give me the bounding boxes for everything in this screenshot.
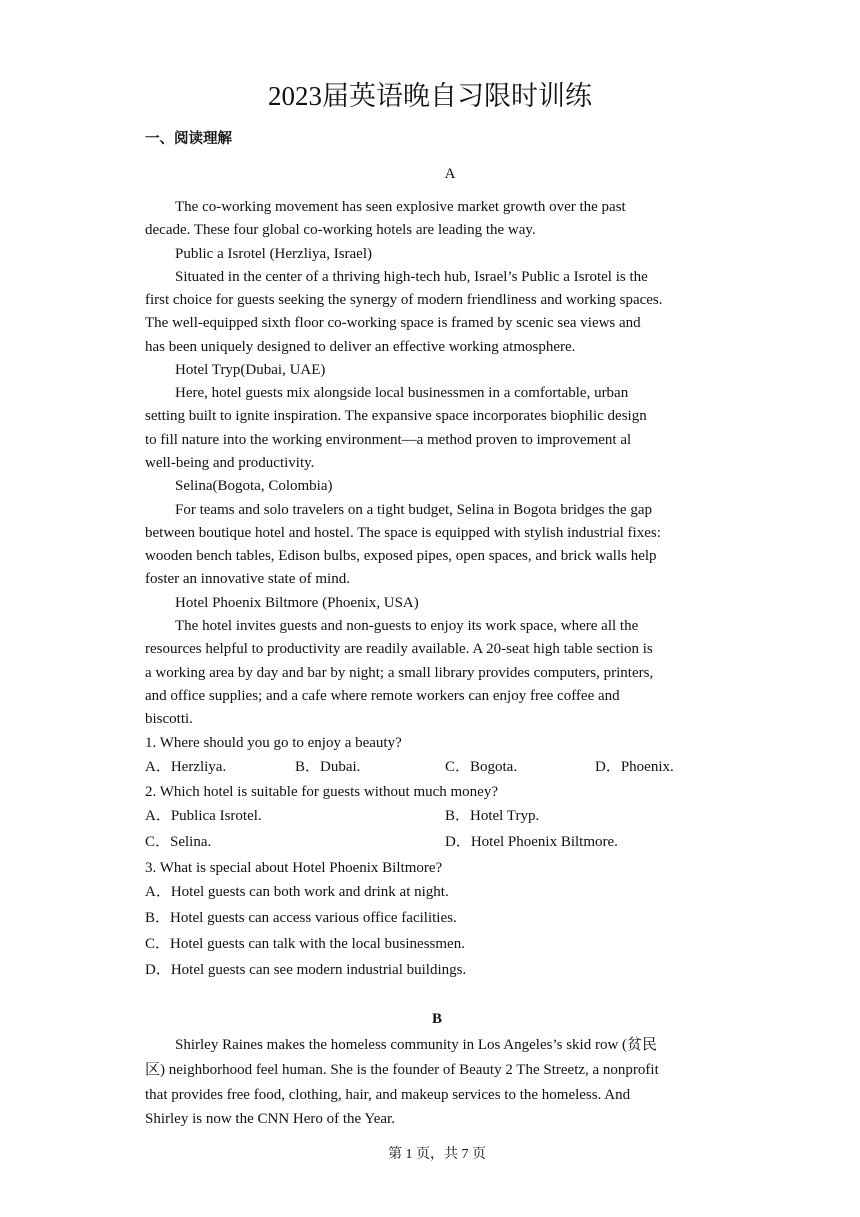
option-a: A．Publica Isrotel. bbox=[145, 808, 262, 824]
option-b: B．Hotel guests can access various office facilities. bbox=[145, 910, 457, 926]
paragraph-line: to fill nature into the working environment—a method proven to improvement al bbox=[145, 432, 632, 448]
option-c: C．Hotel guests can talk with the local businessmen. bbox=[145, 936, 465, 952]
question-stem: 2. Which hotel is suitable for guests without much money? bbox=[145, 784, 498, 800]
option-d: D．Phoenix. bbox=[595, 759, 674, 775]
option-c: C．Selina. bbox=[145, 834, 212, 850]
option-a: A．Herzliya. bbox=[145, 759, 227, 775]
paragraph-line: setting built to ignite inspiration. The expansive space incorporates biophilic design bbox=[145, 408, 647, 424]
part-b-heading: B bbox=[431, 1011, 442, 1027]
paragraph-line: resources helpful to productivity are readily available. A 20-seat high table section is bbox=[145, 641, 653, 657]
paragraph-line: a working area by day and bar by night; a small library provides computers, printers, bbox=[145, 665, 654, 681]
option-c: C．Bogota. bbox=[445, 759, 518, 775]
paragraph-line: between boutique hotel and hostel. The space is equipped with stylish industrial fixes: bbox=[145, 525, 661, 541]
option-b: B．Hotel Tryp. bbox=[445, 808, 540, 824]
part-a-heading: A bbox=[444, 166, 456, 182]
paragraph-line: The hotel invites guests and non-guests to enjoy its work space, where all the bbox=[175, 618, 639, 634]
paragraph-line: Shirley Raines makes the homeless community in Los Angeles’s skid row (贫民 bbox=[175, 1037, 658, 1053]
paragraph-line: The well-equipped sixth floor co-working space is framed by scenic sea views and bbox=[145, 315, 641, 331]
option-d: D．Hotel Phoenix Biltmore. bbox=[445, 834, 618, 850]
paragraph-line: For teams and solo travelers on a tight budget, Selina in Bogota bridges the gap bbox=[175, 502, 652, 518]
hotel-name: Hotel Phoenix Biltmore (Phoenix, USA) bbox=[175, 595, 419, 611]
question-stem: 3. What is special about Hotel Phoenix Biltmore? bbox=[145, 860, 443, 876]
hotel-name: Hotel Tryp(Dubai, UAE) bbox=[175, 362, 326, 378]
page-title: 2023届英语晚自习限时训练 bbox=[268, 81, 592, 111]
question-stem: 1. Where should you go to enjoy a beauty? bbox=[145, 735, 402, 751]
paragraph-line: wooden bench tables, Edison bulbs, exposed pipes, open spaces, and brick walls help bbox=[145, 548, 657, 564]
page-footer: 第 1 页，共 7 页 bbox=[388, 1147, 486, 1162]
option-a: A．Hotel guests can both work and drink at night. bbox=[145, 884, 449, 900]
intro-line: The co-working movement has seen explosive market growth over the past bbox=[175, 199, 626, 215]
section-heading: 一、阅读理解 bbox=[145, 131, 232, 147]
hotel-name: Selina(Bogota, Colombia) bbox=[175, 478, 333, 494]
intro-line: decade. These four global co-working hotels are leading the way. bbox=[145, 222, 536, 238]
paragraph-line: biscotti. bbox=[145, 711, 193, 727]
paragraph-line: first choice for guests seeking the synergy of modern friendliness and working spaces. bbox=[145, 292, 663, 308]
paragraph-line: Shirley is now the CNN Hero of the Year. bbox=[145, 1111, 395, 1127]
option-b: B．Dubai. bbox=[295, 759, 361, 775]
paragraph-line: 区) neighborhood feel human. She is the founder of Beauty 2 The Streetz, a nonprofit bbox=[145, 1062, 659, 1078]
hotel-name: Public a Isrotel (Herzliya, Israel) bbox=[175, 246, 372, 262]
paragraph-line: has been uniquely designed to deliver an effective working atmosphere. bbox=[145, 339, 576, 355]
paragraph-line: that provides free food, clothing, hair, and makeup services to the homeless. And bbox=[145, 1087, 631, 1103]
paragraph-line: and office supplies; and a cafe where remote workers can enjoy free coffee and bbox=[145, 688, 620, 704]
paragraph-line: foster an innovative state of mind. bbox=[145, 571, 350, 587]
option-d: D．Hotel guests can see modern industrial buildings. bbox=[145, 962, 467, 978]
paragraph-line: Situated in the center of a thriving high-tech hub, Israel’s Public a Isrotel is the bbox=[175, 269, 648, 285]
paragraph-line: well-being and productivity. bbox=[145, 455, 315, 471]
paragraph-line: Here, hotel guests mix alongside local businessmen in a comfortable, urban bbox=[175, 385, 629, 401]
